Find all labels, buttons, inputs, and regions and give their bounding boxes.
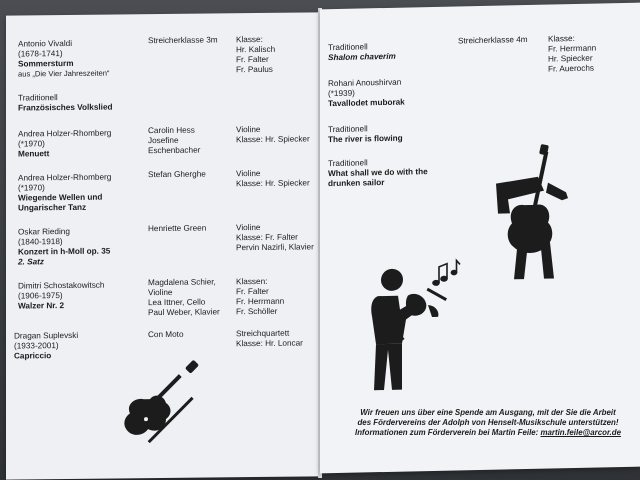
class-label: Klasse: [236, 34, 263, 45]
composer-dates: (1933-2001) [14, 341, 59, 351]
composer-rieding: Oskar Rieding [18, 226, 70, 237]
piece-subtitle: aus „Die Vier Jahreszeiten“ [18, 68, 110, 79]
teacher: Hr. Spiecker [548, 53, 593, 64]
performer: Carolin Hess [148, 125, 195, 136]
teacher: Fr. Herrmann [548, 43, 597, 54]
composer-traditionell: Traditionell [18, 93, 58, 103]
piece-title: Walzer Nr. 2 [18, 301, 65, 311]
composer-dates: (*1970) [18, 183, 45, 193]
composer-dates: (*1970) [18, 139, 45, 149]
performer: Eschenbacher [148, 145, 201, 156]
composer-traditionell: Traditionell [328, 124, 368, 135]
teacher: Fr. Falter [236, 286, 269, 297]
piece-title: Französisches Volkslied [18, 102, 113, 113]
performer: Paul Weber, Klavier [148, 307, 220, 318]
piece-title: What shall we do with the [328, 167, 428, 179]
accompanist: Pervin Nazirli, Klavier [236, 242, 314, 253]
class-teacher: Klasse: Hr. Loncar [236, 338, 303, 349]
note-line: Wir freuen uns über eine Spende am Ausgang, mit der Sie die Arbeit [360, 408, 616, 417]
note-line-contact [338, 428, 638, 438]
instrument: Violine [236, 222, 261, 233]
composer-dates: (1678-1741) [18, 49, 63, 59]
piece-title: The river is flowing [328, 133, 403, 145]
composer-holzer: Andrea Holzer-Rhomberg [18, 128, 112, 139]
email-link[interactable]: martin.feile@arcor.de [540, 428, 621, 437]
performer: Streicherklasse 4m [458, 35, 528, 46]
composer-dates: (1840-1918) [18, 237, 63, 247]
instrument: Violine [236, 168, 261, 179]
performer: Josefine [148, 135, 179, 146]
class-teacher: Klasse: Fr. Falter [236, 232, 298, 243]
class-teacher: Klasse: Hr. Spiecker [236, 134, 310, 145]
teacher: Fr. Schöller [236, 306, 278, 317]
performer: Stefan Gherghe [148, 169, 206, 180]
piece-title: Shalom chaverim [328, 51, 396, 63]
piece-movement: 2. Satz [18, 257, 44, 267]
piece-title: Menuett [18, 149, 50, 159]
composer-vivaldi: Antonio Vivaldi [18, 38, 73, 49]
program-page-left [6, 12, 320, 479]
composer-schostakowitsch: Dimitri Schostakowitsch [18, 280, 105, 291]
composer-dates: (*1939) [328, 88, 355, 99]
composer-holzer: Andrea Holzer-Rhomberg [18, 172, 112, 183]
donation-note [338, 408, 638, 438]
instrument: Violine [236, 124, 261, 135]
violin-icon [114, 358, 214, 449]
cellist-icon [488, 142, 578, 284]
performer: Streicherklasse 3m [148, 35, 218, 46]
class-label: Klassen: [236, 276, 268, 287]
performer: Violine [148, 287, 173, 298]
piece-title: Tavallodet muborak [328, 97, 405, 109]
class-teacher: Klasse: Hr. Spiecker [236, 178, 310, 189]
program-page-right [320, 3, 640, 474]
piece-title: Ungarischer Tanz [18, 202, 87, 213]
composer-traditionell: Traditionell [328, 42, 368, 53]
performer: Con Moto [148, 329, 184, 340]
teacher: Fr. Paulus [236, 64, 273, 75]
music-notes-icon [430, 258, 462, 289]
piece-title: Sommersturm [18, 58, 74, 69]
performer: Magdalena Schier, [148, 277, 216, 288]
teacher: Hr. Kalisch [236, 44, 276, 55]
teacher: Fr. Herrmann [236, 296, 285, 307]
class-label: Klasse: [548, 34, 575, 44]
teacher: Fr. Auerochs [548, 63, 594, 74]
performer: Lea Ittner, Cello [148, 297, 206, 308]
piece-title: Capriccio [14, 351, 52, 361]
performer: Henriette Green [148, 223, 207, 234]
piece-title: drunken sailor [328, 178, 385, 189]
piece-title: Wiegende Wellen und [18, 192, 103, 203]
composer-anoushirvan: Rohani Anoushirvan [328, 77, 402, 89]
note-line: des Fördervereins der Adolph von Henselt-Musikschule unterstützen! [357, 418, 619, 427]
composer-suplevski: Dragan Suplevski [14, 330, 79, 341]
piece-title: Konzert in h-Moll op. 35 [18, 246, 111, 257]
composer-dates: (1906-1975) [18, 291, 63, 301]
contact-text: Informationen zum Förderverein bei Martin Feile: [355, 428, 541, 437]
ensemble: Streichquartett [236, 328, 290, 339]
teacher: Fr. Falter [236, 54, 269, 65]
composer-traditionell: Traditionell [328, 158, 368, 169]
